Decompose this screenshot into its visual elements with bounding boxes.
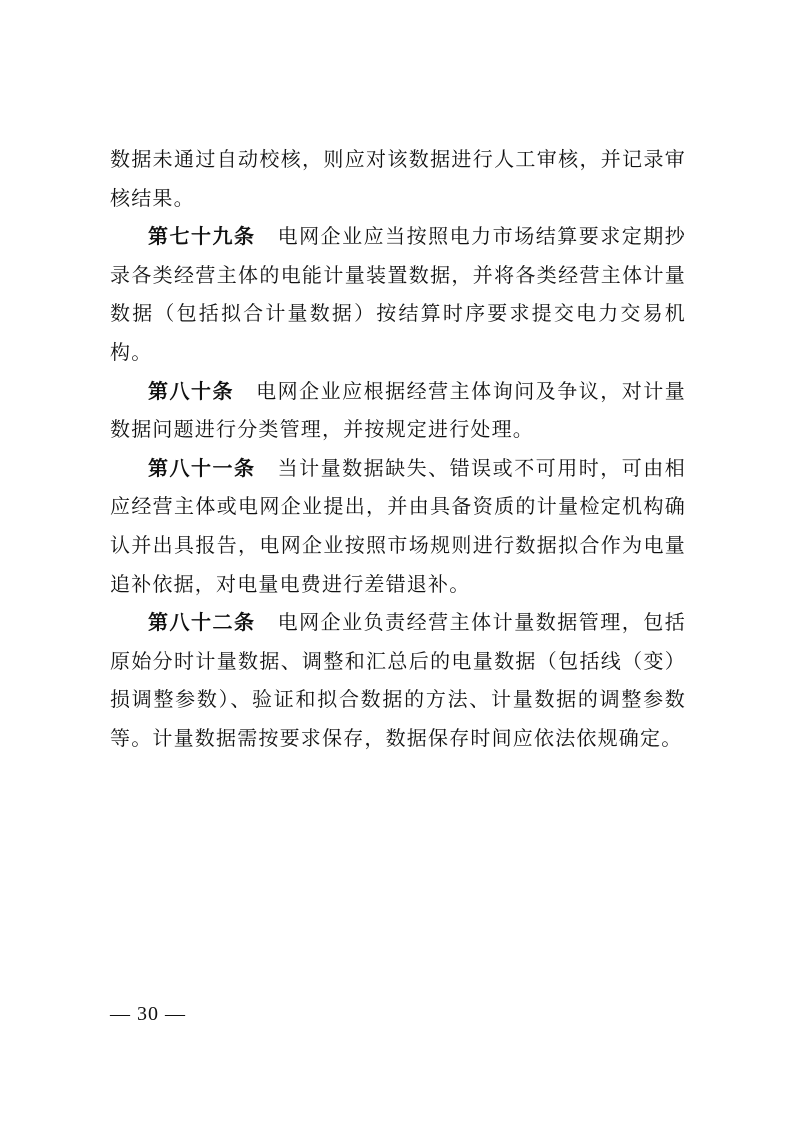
article-number: 第八十条 [148,378,235,403]
article-text: 电网企业应根据经营主体询问及争议，对计量数据问题进行分类管理，并按规定进行处理。 [110,378,686,442]
article-81 [110,449,686,603]
article-text: 电网企业负责经营主体计量数据管理，包括原始分时计量数据、调整和汇总后的电量数据（包括线（变）损调整参数）、验证和拟合数据的方法、计量数据的调整参数等。计量数据需按要求保存，数据保存时间应依法依规确定。 [110,610,686,750]
article-82 [110,603,686,757]
document-body [110,140,686,758]
article-number: 第八十一条 [148,455,256,480]
article-text: 电网企业应当按照电力市场结算要求定期抄录各类经营主体的电能计量装置数据，并将各类经营主体计量数据（包括拟合计量数据）按结算时序要求提交电力交易机构。 [110,224,686,364]
page-number: — 30 — [110,1003,186,1025]
article-text: 当计量数据缺失、错误或不可用时，可由相应经营主体或电网企业提出，并由具备资质的计量检定机构确认并出具报告，电网企业按照市场规则进行数据拟合作为电量追补依据，对电量电费进行差错退补。 [110,455,686,596]
article-number: 第八十二条 [148,610,256,635]
article-number: 第七十九条 [148,224,256,249]
article-80 [110,372,686,449]
continuation-paragraph: 数据未通过自动校核，则应对该数据进行人工审核，并记录审核结果。 [110,147,686,210]
article-79 [110,217,686,371]
